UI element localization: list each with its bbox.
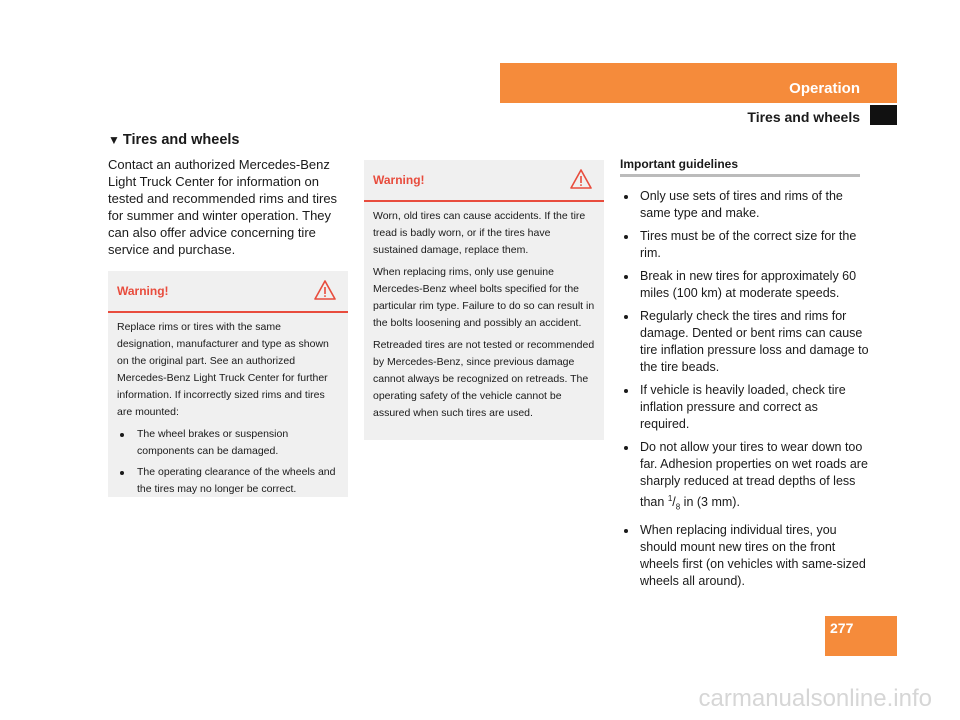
guidelines-title: Important guidelines (620, 157, 739, 171)
warning-title: Warning! (373, 173, 425, 187)
fraction: $^1/_8$ (667, 494, 681, 512)
warning-paragraph: Retreaded tires are not tested or recommended by Mercedes-Benz, since previous damage cannot always be recognized on retreads. The operating safety of the vehicle cannot be assured when such tires are used. (373, 339, 595, 419)
fraction-denominator: 8 (675, 502, 681, 512)
guideline-item: When replacing individual tires, you should mount new tires on the front wheels first (on vehicles with same-sized wheels all around). (620, 522, 870, 590)
tread-text-before: Do not allow your tires to wear down too far. Adhesion properties on wet roads are sharply reduced at tread depths of less than (640, 440, 868, 510)
intro-paragraph: Contact an authorized Mercedes-Benz Light Truck Center for information on tested and recommended rims and tires for summer and winter operation. They can also offer advice concerning tire service and purchase. (108, 157, 338, 257)
warning-triangle-icon (570, 169, 592, 194)
fraction-numerator: 1 (667, 494, 673, 503)
warning-header (108, 271, 348, 313)
guideline-item: Tires must be of the correct size for the rim. (620, 228, 870, 262)
warning-body (108, 313, 348, 510)
guideline-item: Only use sets of tires and rims of the same type and make. (620, 188, 870, 222)
subsection-title: Tires and wheels (747, 109, 860, 125)
warning-list-item: The operating clearance of the wheels and the tires may no longer be correct. (117, 464, 339, 498)
guidelines-rule (620, 174, 860, 177)
guideline-item: Break in new tires for approximately 60 miles (100 km) at moderate speeds. (620, 268, 870, 302)
guideline-item: Regularly check the tires and rims for damage. Dented or bent rims can cause tire inflation pressure loss and damage to the tire beads. (620, 308, 870, 376)
guidelines-list (620, 188, 870, 596)
warning-list (117, 426, 339, 498)
triangle-marker-icon: ▼ (108, 133, 120, 147)
warning-header (364, 160, 604, 202)
warning-body (364, 202, 604, 435)
guideline-item-tread-depth (620, 439, 870, 516)
section-tab-marker (870, 105, 897, 125)
watermark: carmanualsonline.info (698, 685, 932, 712)
page-heading (108, 132, 239, 148)
guideline-item: If vehicle is heavily loaded, check tire inflation pressure and correct as required. (620, 382, 870, 433)
page-heading-text: Tires and wheels (122, 132, 240, 148)
warning-list-item: The wheel brakes or suspension components can be damaged. (117, 426, 339, 460)
warning-paragraph: Worn, old tires can cause accidents. If the tire tread is badly worn, or if the tires have sustained damage, replace them. (373, 210, 586, 256)
tread-text-after: in (3 mm). (680, 495, 740, 510)
warning-triangle-icon (314, 280, 336, 305)
warning-box-rims (108, 271, 348, 497)
page-number: 277 (830, 620, 854, 636)
section-title: Operation (789, 80, 860, 97)
warning-text: Replace rims or tires with the same designation, manufacturer and type as shown on the original part. See an authorized Mercedes-Benz Light Truck Center for further information. If incorrectly sized rims and tires are mounted: (117, 321, 329, 418)
warning-title: Warning! (117, 284, 169, 298)
warning-box-worn-tires (364, 160, 604, 440)
warning-paragraph: When replacing rims, only use genuine Mercedes-Benz wheel bolts specified for the particular rim type. Failure to do so can result in the bolts loosening and possibly an accident. (373, 266, 595, 329)
